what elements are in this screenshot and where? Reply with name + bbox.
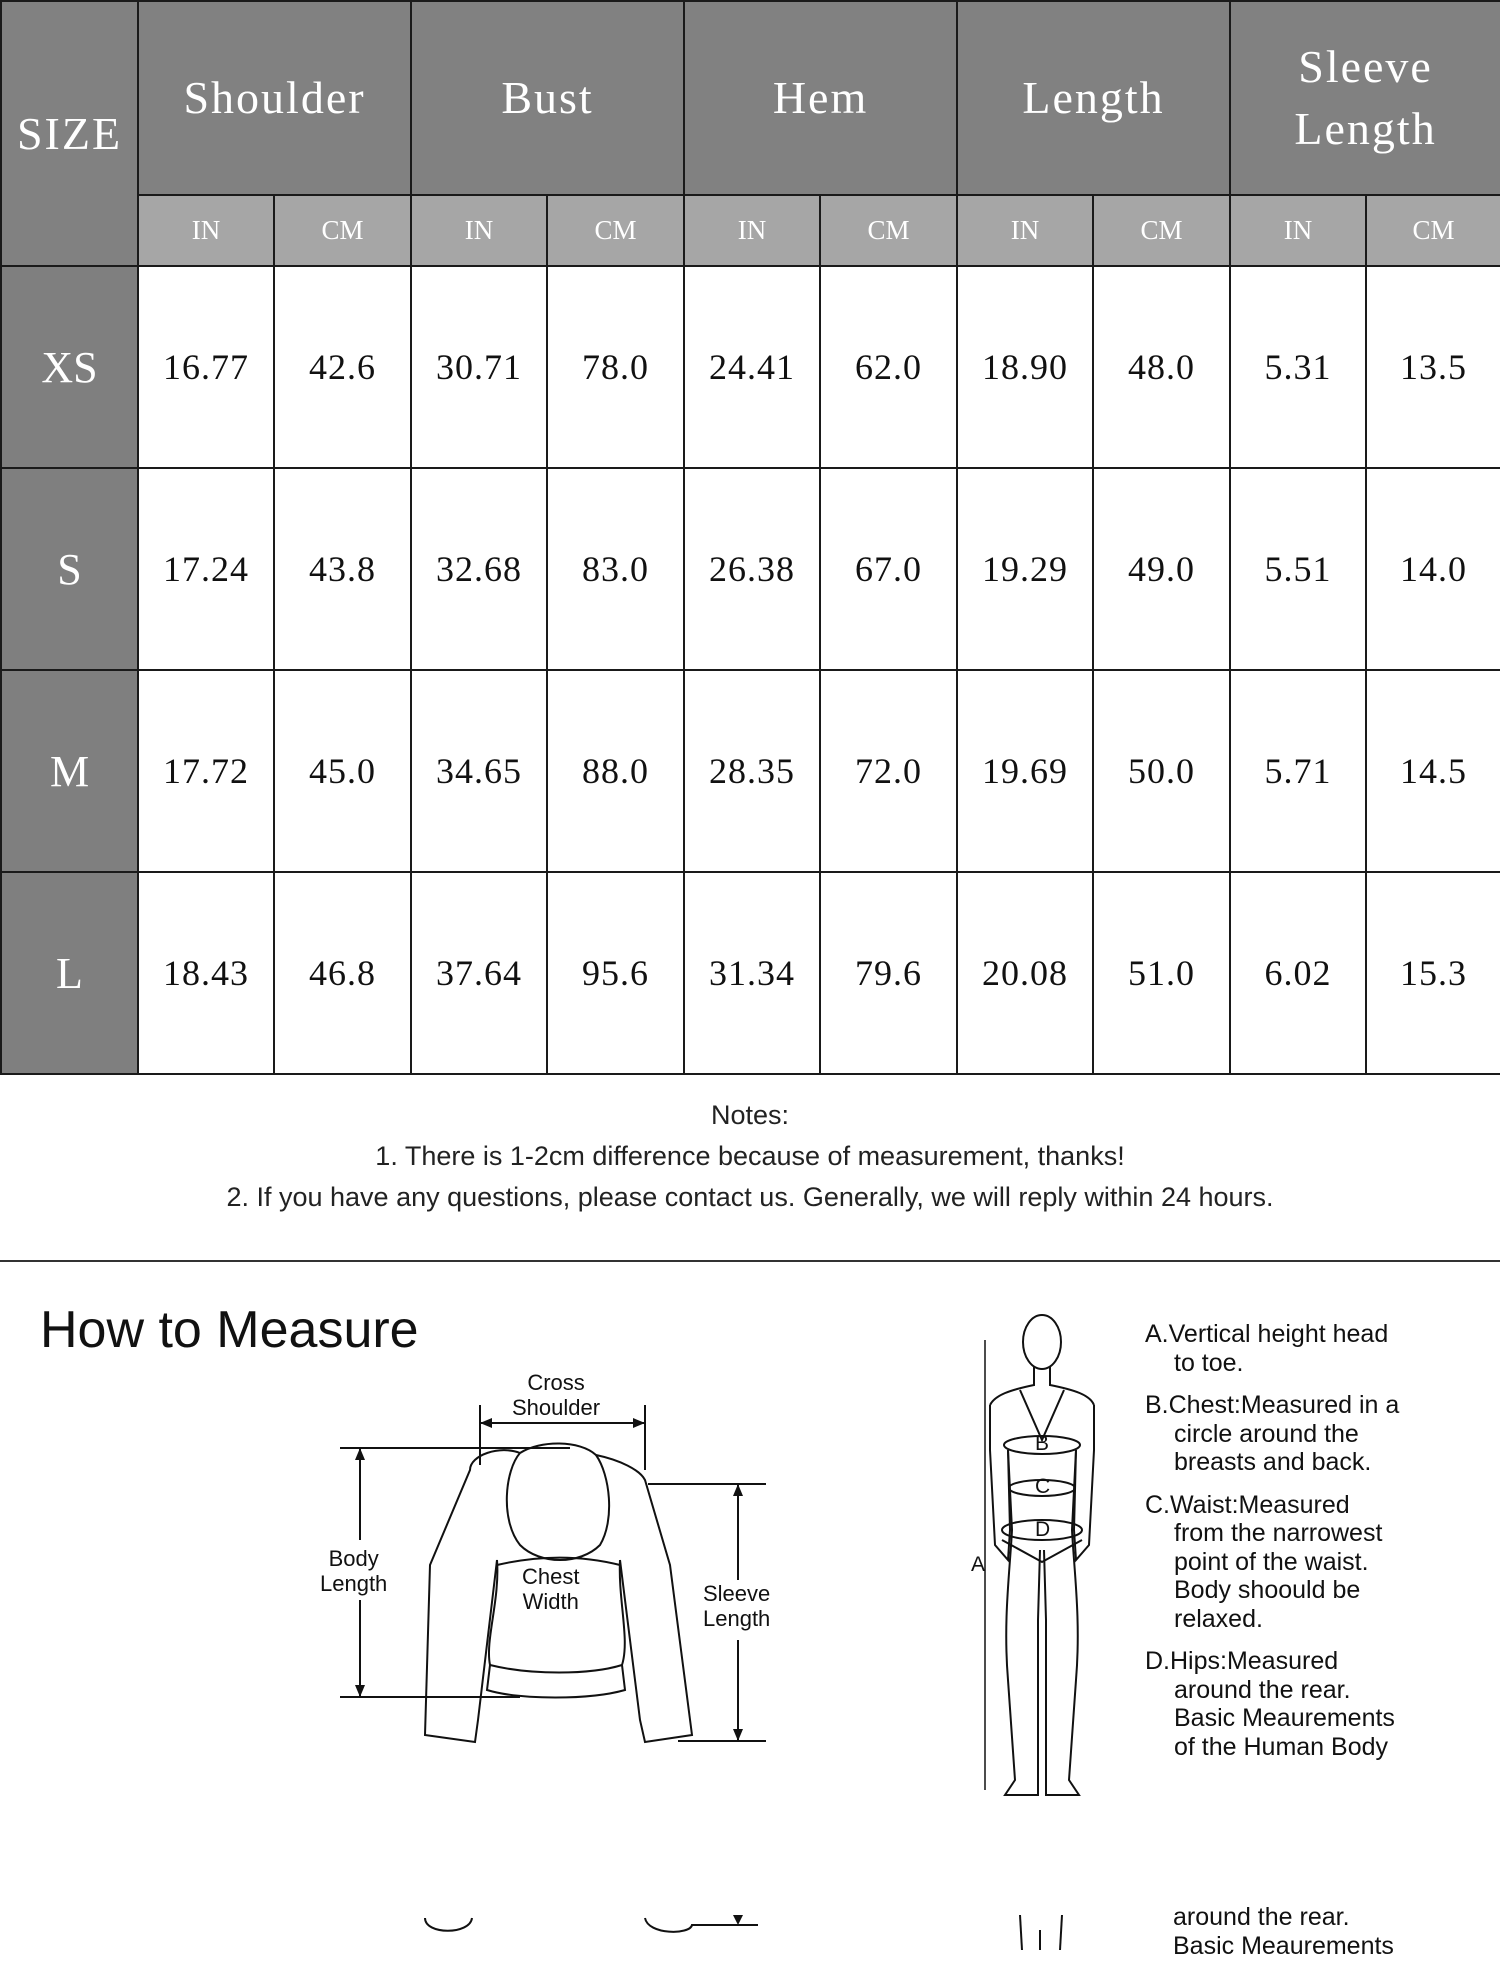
- table-cell: 83.0: [547, 468, 684, 670]
- table-cell: 24.41: [684, 266, 820, 468]
- label-body: Body: [328, 1546, 379, 1571]
- legend-line: [1145, 1349, 1495, 1378]
- header-length: Length: [957, 1, 1230, 195]
- legend-text: of the Human Body: [1174, 1732, 1389, 1761]
- legend-line: [1145, 1491, 1495, 1520]
- table-cell: 50.0: [1093, 670, 1230, 872]
- table-cell: 18.43: [138, 872, 274, 1074]
- legend-cut-off-repeat: [1173, 1903, 1394, 1961]
- table-cell: 14.5: [1366, 670, 1500, 872]
- legend-letter: A.: [1145, 1320, 1169, 1348]
- legend-line: [1145, 1576, 1495, 1605]
- header-bust: Bust: [411, 1, 684, 195]
- table-cell: 20.08: [957, 872, 1093, 1074]
- table-cell: 15.3: [1366, 872, 1500, 1074]
- legend-line: [1145, 1320, 1495, 1349]
- body-letter-b: B: [1035, 1432, 1050, 1455]
- notes-line-1: 1. There is 1-2cm difference because of measurement, thanks!: [375, 1141, 1125, 1171]
- table-cell: 19.29: [957, 468, 1093, 670]
- legend-item: [1145, 1491, 1495, 1634]
- table-cell: 45.0: [274, 670, 411, 872]
- legend-text: Waist:Measured: [1170, 1490, 1350, 1519]
- unit-in: IN: [411, 195, 547, 266]
- header-length-word: Length: [1294, 103, 1437, 154]
- table-cell: 43.8: [274, 468, 411, 670]
- table-cell: 5.51: [1230, 468, 1366, 670]
- bottom-repeat-line-2: Basic Meaurements: [1173, 1932, 1394, 1960]
- header-shoulder: Shoulder: [138, 1, 411, 195]
- unit-in: IN: [684, 195, 820, 266]
- legend-text: circle around the: [1174, 1419, 1359, 1448]
- label-sleeve-length: [703, 1581, 770, 1631]
- legend-line: [1145, 1391, 1495, 1420]
- label-body-length-word: Length: [320, 1571, 388, 1596]
- table-cell: 13.5: [1366, 266, 1500, 468]
- legend-line: [1145, 1733, 1495, 1762]
- measurement-legend: [1145, 1320, 1495, 1775]
- size-label: S: [1, 468, 138, 670]
- table-cell: 49.0: [1093, 468, 1230, 670]
- legend-text: from the narrowest: [1174, 1519, 1383, 1547]
- legend-text: point of the waist.: [1174, 1547, 1369, 1576]
- table-cell: 18.90: [957, 266, 1093, 468]
- table-cell: 28.35: [684, 670, 820, 872]
- table-cell: 30.71: [411, 266, 547, 468]
- unit-cm: CM: [820, 195, 957, 266]
- body-letter-a: A: [971, 1553, 986, 1576]
- legend-line: [1145, 1704, 1495, 1733]
- label-sleeve: Sleeve: [703, 1581, 771, 1606]
- label-body-length: [320, 1546, 387, 1596]
- legend-item: [1145, 1320, 1495, 1377]
- label-width: Width: [522, 1589, 579, 1614]
- notes-title: Notes:: [710, 1100, 790, 1130]
- legend-letter: B.: [1145, 1391, 1169, 1419]
- legend-text: Vertical height head: [1168, 1320, 1389, 1348]
- label-chest-width: [522, 1564, 579, 1614]
- how-to-measure-title: How to Measure: [40, 1301, 419, 1359]
- legend-text: breasts and back.: [1174, 1448, 1372, 1476]
- legend-text: Basic Meaurements: [1174, 1704, 1395, 1732]
- legend-line: [1145, 1548, 1495, 1577]
- legend-line: [1145, 1448, 1495, 1477]
- header-sleeve-word: Sleeve: [1298, 41, 1433, 92]
- legend-line: [1145, 1605, 1495, 1634]
- table-cell: 34.65: [411, 670, 547, 872]
- notes-line-2: 2. If you have any questions, please contact us. Generally, we will reply within 24 hours.: [226, 1182, 1274, 1212]
- legend-text: Hips:Measured: [1170, 1647, 1339, 1675]
- unit-cm: CM: [1093, 195, 1230, 266]
- table-cell: 62.0: [820, 266, 957, 468]
- table-cell: 46.8: [274, 872, 411, 1074]
- legend-line: [1145, 1519, 1495, 1548]
- legend-text: Body shoould be: [1174, 1576, 1361, 1604]
- unit-in: IN: [957, 195, 1093, 266]
- legend-line: [1145, 1676, 1495, 1705]
- header-hem: Hem: [684, 1, 957, 195]
- unit-in: IN: [138, 195, 274, 266]
- unit-cm: CM: [547, 195, 684, 266]
- legend-text: to toe.: [1174, 1348, 1244, 1377]
- table-cell: 72.0: [820, 670, 957, 872]
- table-cell: 51.0: [1093, 872, 1230, 1074]
- size-label: L: [1, 872, 138, 1074]
- table-cell: 32.68: [411, 468, 547, 670]
- header-size: SIZE: [1, 1, 138, 266]
- legend-item: [1145, 1647, 1495, 1761]
- legend-letter: D.: [1145, 1647, 1170, 1675]
- table-cell: 48.0: [1093, 266, 1230, 468]
- legend-text: around the rear.: [1174, 1675, 1351, 1704]
- legend-text: relaxed.: [1174, 1604, 1263, 1633]
- bottom-repeat-line-1: around the rear.: [1173, 1903, 1350, 1931]
- legend-item: [1145, 1391, 1495, 1477]
- table-cell: 67.0: [820, 468, 957, 670]
- table-cell: 95.6: [547, 872, 684, 1074]
- unit-cm: CM: [274, 195, 411, 266]
- legend-letter: C.: [1145, 1490, 1170, 1519]
- label-shoulder: Shoulder: [512, 1395, 601, 1420]
- body-letter-c: C: [1035, 1475, 1051, 1498]
- label-cross: Cross: [527, 1370, 585, 1395]
- table-cell: 6.02: [1230, 872, 1366, 1074]
- table-cell: 31.34: [684, 872, 820, 1074]
- table-cell: 14.0: [1366, 468, 1500, 670]
- table-cell: 5.71: [1230, 670, 1366, 872]
- body-letter-d: D: [1035, 1518, 1051, 1541]
- table-cell: 16.77: [138, 266, 274, 468]
- table-cell: 42.6: [274, 266, 411, 468]
- legend-line: [1145, 1420, 1495, 1449]
- legend-text: Chest:Measured in a: [1168, 1391, 1400, 1419]
- table-cell: 5.31: [1230, 266, 1366, 468]
- unit-cm: CM: [1366, 195, 1500, 266]
- label-chest: Chest: [522, 1564, 580, 1589]
- table-cell: 88.0: [547, 670, 684, 872]
- table-cell: 79.6: [820, 872, 957, 1074]
- size-label: M: [1, 670, 138, 872]
- table-cell: 78.0: [547, 266, 684, 468]
- table-cell: 17.24: [138, 468, 274, 670]
- table-cell: 26.38: [684, 468, 820, 670]
- table-cell: 19.69: [957, 670, 1093, 872]
- size-label: XS: [1, 266, 138, 468]
- label-sleeve-length-word: Length: [703, 1606, 771, 1631]
- table-cell: 17.72: [138, 670, 274, 872]
- legend-line: [1145, 1647, 1495, 1676]
- table-cell: 37.64: [411, 872, 547, 1074]
- label-cross-shoulder: [512, 1370, 600, 1420]
- unit-in: IN: [1230, 195, 1366, 266]
